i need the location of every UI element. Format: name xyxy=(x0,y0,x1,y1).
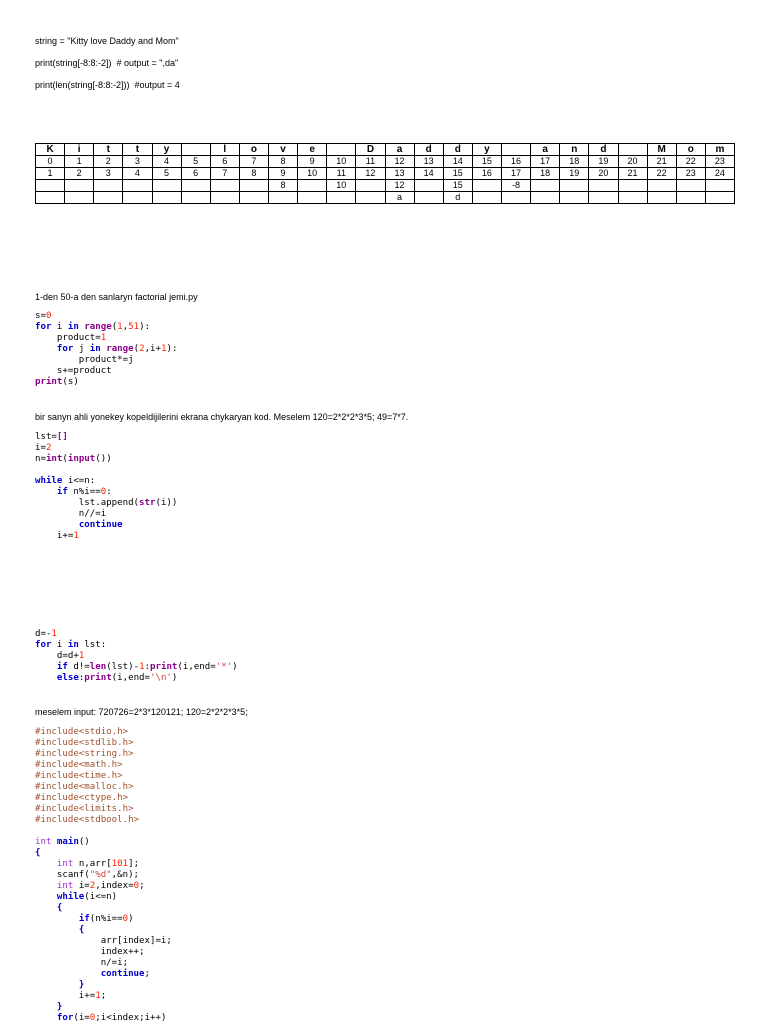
table-cell: t xyxy=(94,144,123,156)
table-cell: o xyxy=(676,144,705,156)
table-cell: 1 xyxy=(65,156,94,168)
table-cell: 5 xyxy=(152,168,181,180)
table-cell: a xyxy=(385,192,414,204)
table-cell xyxy=(152,180,181,192)
table-cell xyxy=(239,180,268,192)
table-cell: 3 xyxy=(94,168,123,180)
table-cell xyxy=(65,192,94,204)
table-cell: 19 xyxy=(560,168,589,180)
table-cell: 16 xyxy=(472,168,501,180)
table-cell: t xyxy=(123,144,152,156)
table-cell xyxy=(181,192,210,204)
table-cell xyxy=(327,144,356,156)
table-cell xyxy=(298,180,327,192)
table-cell xyxy=(65,180,94,192)
table-cell xyxy=(618,192,647,204)
table-cell xyxy=(36,180,65,192)
table-cell: 6 xyxy=(181,168,210,180)
table-cell: a xyxy=(385,144,414,156)
table-cell xyxy=(356,192,385,204)
table-cell: 15 xyxy=(472,156,501,168)
table-cell: y xyxy=(152,144,181,156)
table-cell: 14 xyxy=(443,156,472,168)
line-print-len: print(len(string[-8:8:-2])) #output = 4 xyxy=(35,80,180,90)
table-cell xyxy=(210,192,239,204)
table-cell: 21 xyxy=(647,156,676,168)
table-cell xyxy=(181,144,210,156)
table-cell: 24 xyxy=(705,168,734,180)
table-cell xyxy=(269,192,298,204)
code-block-factorial: s=0 for i in range(1,51): product=1 for j in range(2,i+1): product*=j s+=product print(s) xyxy=(35,311,178,387)
table-cell xyxy=(94,180,123,192)
table-cell: 22 xyxy=(676,156,705,168)
code-block-print-factors: d=-1 for i in lst: d=d+1 if d!=len(lst)-1:print(i,end='*') else:print(i,end='\n') xyxy=(35,629,238,683)
heading-factorial: 1-den 50-a den sanlaryn factorial jemi.py xyxy=(35,292,198,302)
table-cell: D xyxy=(356,144,385,156)
table-cell: 13 xyxy=(385,168,414,180)
table-cell xyxy=(414,180,443,192)
table-cell: l xyxy=(210,144,239,156)
table-cell: 20 xyxy=(618,156,647,168)
table-cell xyxy=(676,192,705,204)
table-cell: 4 xyxy=(152,156,181,168)
table-row xyxy=(36,144,735,156)
table-cell xyxy=(36,192,65,204)
table-cell: 7 xyxy=(239,156,268,168)
table-cell xyxy=(472,192,501,204)
table-cell: 7 xyxy=(210,168,239,180)
table-cell: K xyxy=(36,144,65,156)
table-cell: v xyxy=(269,144,298,156)
table-cell xyxy=(705,192,734,204)
table-row xyxy=(36,180,735,192)
table-cell: 12 xyxy=(356,168,385,180)
line-string-def: string = "Kitty love Daddy and Mom" xyxy=(35,36,179,46)
table-cell: n xyxy=(560,144,589,156)
table-cell xyxy=(676,180,705,192)
table-cell xyxy=(618,144,647,156)
table-cell xyxy=(210,180,239,192)
table-cell: 12 xyxy=(385,156,414,168)
table-cell: 2 xyxy=(94,156,123,168)
table-cell xyxy=(589,180,618,192)
table-cell: 19 xyxy=(589,156,618,168)
table-cell: 14 xyxy=(414,168,443,180)
table-cell: d xyxy=(443,192,472,204)
table-cell xyxy=(356,180,385,192)
table-cell: 12 xyxy=(385,180,414,192)
table-cell xyxy=(414,192,443,204)
table-cell xyxy=(589,192,618,204)
table-cell: 6 xyxy=(210,156,239,168)
heading-example-input: meselem input: 720726=2*3*120121; 120=2*2*2*3*5; xyxy=(35,707,248,717)
table-cell: 8 xyxy=(239,168,268,180)
table-cell: e xyxy=(298,144,327,156)
table-cell: d xyxy=(443,144,472,156)
table-row xyxy=(36,192,735,204)
table-cell: 8 xyxy=(269,180,298,192)
table-cell xyxy=(647,192,676,204)
table-cell xyxy=(647,180,676,192)
table-cell xyxy=(502,144,531,156)
table-cell: 23 xyxy=(676,168,705,180)
table-cell xyxy=(94,192,123,204)
table-cell: a xyxy=(531,144,560,156)
table-cell xyxy=(239,192,268,204)
table-cell: 1 xyxy=(36,168,65,180)
table-cell: 9 xyxy=(269,168,298,180)
table-cell xyxy=(560,192,589,204)
table-cell: 16 xyxy=(502,156,531,168)
table-cell xyxy=(472,180,501,192)
table-cell: 17 xyxy=(531,156,560,168)
table-cell: i xyxy=(65,144,94,156)
table-cell xyxy=(705,180,734,192)
table-cell xyxy=(531,180,560,192)
table-cell: 9 xyxy=(298,156,327,168)
table-cell xyxy=(531,192,560,204)
table-cell: 23 xyxy=(705,156,734,168)
table-cell: 21 xyxy=(618,168,647,180)
table-cell: 10 xyxy=(327,156,356,168)
table-cell xyxy=(327,192,356,204)
table-cell: 18 xyxy=(531,168,560,180)
table-cell: y xyxy=(472,144,501,156)
table-cell: 15 xyxy=(443,180,472,192)
table-cell: 18 xyxy=(560,156,589,168)
table-cell: m xyxy=(705,144,734,156)
table-cell xyxy=(152,192,181,204)
table-cell: d xyxy=(589,144,618,156)
table-cell: 20 xyxy=(589,168,618,180)
table-cell: 8 xyxy=(269,156,298,168)
table-cell xyxy=(298,192,327,204)
table-cell: 11 xyxy=(327,168,356,180)
table-cell: -8 xyxy=(502,180,531,192)
table-cell xyxy=(123,192,152,204)
table-cell: 11 xyxy=(356,156,385,168)
heading-prime-factors: bir sanyn ahli yonekey kopeldijilerini ekrana chykaryan kod. Meselem 120=2*2*2*3*5; 49=7*7. xyxy=(35,412,409,422)
table-cell: 10 xyxy=(327,180,356,192)
code-block-prime-factors: lst=[] i=2 n=int(input()) while i<=n: if n%i==0: lst.append(str(i)) n//=i continue i+=1 xyxy=(35,432,178,541)
table-cell: 4 xyxy=(123,168,152,180)
table-cell: 17 xyxy=(502,168,531,180)
table-cell: M xyxy=(647,144,676,156)
table-cell: 0 xyxy=(36,156,65,168)
table-cell: d xyxy=(414,144,443,156)
table-cell: 22 xyxy=(647,168,676,180)
table-cell: o xyxy=(239,144,268,156)
table-cell xyxy=(560,180,589,192)
table-cell xyxy=(502,192,531,204)
table-cell: 15 xyxy=(443,168,472,180)
table-cell: 3 xyxy=(123,156,152,168)
table-cell xyxy=(181,180,210,192)
table-cell: 13 xyxy=(414,156,443,168)
table-row xyxy=(36,156,735,168)
table-cell xyxy=(618,180,647,192)
table-row xyxy=(36,168,735,180)
code-block-c-program: #include<stdio.h> #include<stdlib.h> #include<string.h> #include<math.h> #include<time.h> #include<malloc.h> #include<ctype.h> #include<limits.h> #include<stdbool.h> int main() { int n,arr[101]; scanf("%d",&n); int i=2,index=0; while(i<=n) { if(n%i==0) { arr[index]=i; index++; n/=i; continue; } i+=1; } for(i=0;i<index;i++) xyxy=(35,727,172,1023)
table-cell: 10 xyxy=(298,168,327,180)
table-cell: 2 xyxy=(65,168,94,180)
table-cell: 5 xyxy=(181,156,210,168)
table-cell xyxy=(123,180,152,192)
line-print-slice: print(string[-8:8:-2]) # output = ",da" xyxy=(35,58,179,68)
string-index-table xyxy=(35,143,735,204)
